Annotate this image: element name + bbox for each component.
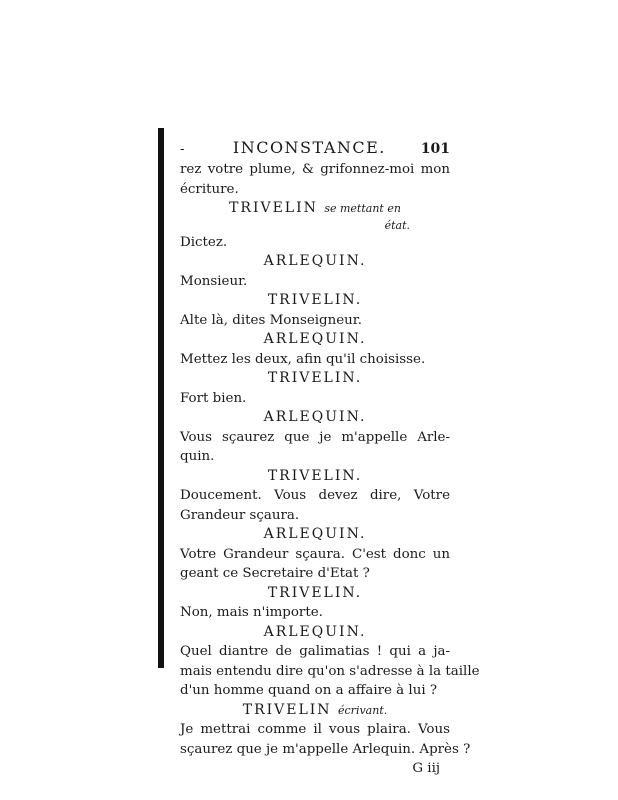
text-line: Fort bien. [180, 390, 247, 406]
speaker-name: ARLEQUIN. [263, 409, 367, 425]
text-line: sçaurez que je m'appelle Arlequin. Après ? [180, 741, 471, 757]
page-number: 101 [420, 141, 450, 157]
text-line: Mettez les deux, afin qu'il choisisse. [180, 351, 426, 367]
text-line: d'un homme quand on a affaire à lui ? [180, 683, 438, 698]
text-line: mais entendu dire qu'on s'adresse à la taille [180, 663, 480, 679]
speaker-name: TRIVELIN se mettant en [229, 200, 401, 216]
speaker-name: TRIVELIN écrivant. [242, 701, 388, 718]
speaker-name: ARLEQUIN. [263, 331, 367, 347]
text-line: quin. [180, 449, 215, 464]
speaker-name: TRIVELIN. [267, 467, 363, 484]
text-line: Alte là, dites Monseigneur. [180, 312, 362, 328]
speaker-name: TRIVELIN. [267, 292, 363, 308]
stage-direction: état. [384, 218, 410, 232]
text-line: Dictez. [180, 234, 228, 250]
header-mark: - [180, 142, 185, 157]
speaker-name: ARLEQUIN. [263, 526, 367, 542]
book-page [180, 138, 480, 779]
stage-direction: écrivant. [338, 703, 388, 717]
text-line: Grandeur sçaura. [180, 507, 300, 523]
text-line: rez votre plume, & grifonnez-moi mon [180, 162, 450, 177]
signature-mark: G iij [412, 761, 440, 776]
speaker-name: TRIVELIN. [267, 370, 363, 386]
speaker-name: ARLEQUIN. [263, 253, 367, 269]
text-line: écriture. [180, 181, 239, 197]
speaker-name: ARLEQUIN. [263, 623, 367, 640]
text-line: Monsieur. [180, 273, 248, 289]
text-line: Non, mais n'importe. [180, 605, 323, 620]
running-title: INCONSTANCE. [232, 138, 386, 157]
speaker-name: TRIVELIN. [267, 584, 363, 601]
text-line: geant ce Secretaire d'Etat ? [180, 566, 370, 581]
binding-margin-bar [158, 128, 164, 668]
stage-direction: se mettant en [324, 202, 401, 215]
text-line: Vous sçaurez que je m'appelle Arle- [180, 429, 450, 445]
text-line: Doucement. Vous devez dire, Votre [180, 488, 450, 503]
running-header [180, 138, 450, 160]
text-line: Quel diantre de galimatias ! qui a ja- [180, 644, 450, 659]
text-line: Je mettrai comme il vous plaira. Vous [180, 722, 450, 737]
text-line: Votre Grandeur sçaura. C'est donc un [180, 546, 450, 562]
